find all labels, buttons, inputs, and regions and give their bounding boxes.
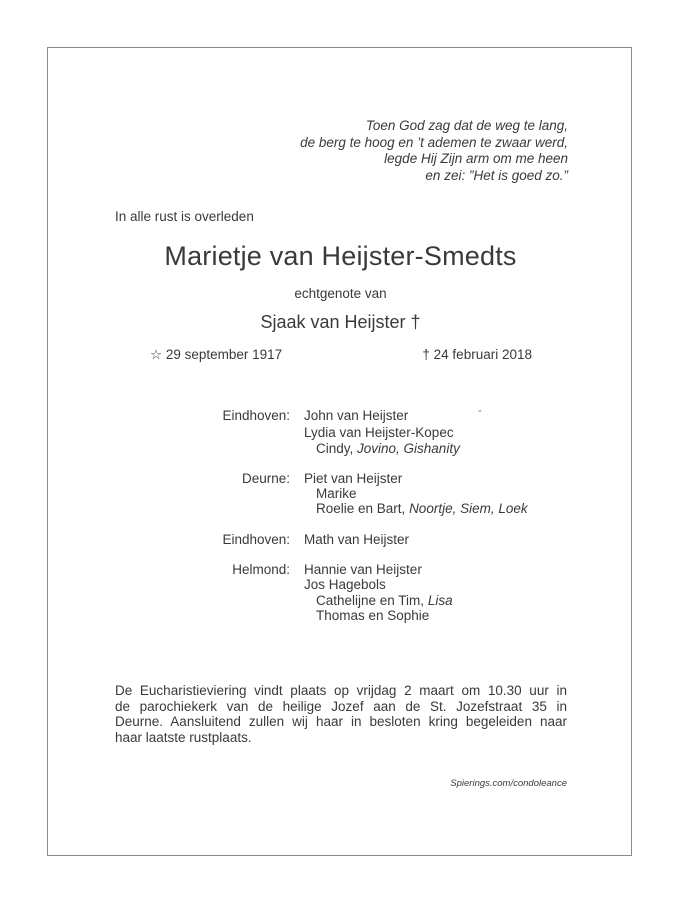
poem-line: Toen God zag dat de weg te lang, — [365, 118, 568, 133]
family-member: Thomas en Sophie — [316, 607, 430, 623]
caron-mark: ˇ — [478, 409, 482, 419]
family-member: Lydia van Heijster-Kopec — [304, 425, 454, 441]
family-member: Jos Hagebols — [304, 577, 386, 593]
family-member-text: Cathelijne en Tim, — [316, 592, 428, 608]
family-members — [304, 532, 409, 547]
family-member: Hannie van Heijster — [304, 562, 422, 578]
poem — [300, 118, 568, 184]
family-group — [0, 562, 681, 623]
family-group — [0, 471, 681, 517]
family-member: Marike — [316, 486, 357, 502]
spouse-label: echtgenote van — [294, 286, 387, 301]
family-place: Eindhoven: — [222, 408, 290, 423]
spouse-name: Sjaak van Heijster † — [260, 312, 421, 332]
family-list — [0, 408, 681, 638]
family-member: Math van Heijster — [304, 531, 410, 547]
service-text — [115, 683, 567, 745]
family-place: Helmond: — [232, 562, 290, 578]
poem-line: en zei: ”Het is goed zo.” — [425, 167, 568, 183]
service-line: haar laatste rustplaats. — [115, 729, 252, 745]
grandchildren: Lisa — [427, 592, 453, 608]
death-date: † 24 februari 2018 — [422, 347, 532, 362]
condolence-url: Spierings.com/condoleance — [450, 778, 567, 789]
family-member-text: Roelie en Bart, — [316, 501, 410, 517]
deceased-name: Marietje van Heijster-Smedts — [164, 241, 517, 271]
grandchildren: Noortje, Siem, Loek — [409, 501, 528, 517]
service-line: de parochiekerk van de heilige Jozef aan de St. Jozefstraat 35 in — [115, 698, 567, 714]
family-member — [304, 441, 481, 456]
family-member — [304, 501, 528, 516]
birth-date: ☆ 29 september 1917 — [150, 347, 283, 362]
family-group — [0, 532, 681, 547]
intro-text: In alle rust is overleden — [115, 209, 254, 224]
family-member: John van Heijster — [304, 408, 409, 423]
family-member-text: Cindy, — [316, 440, 358, 456]
family-place: Eindhoven: — [222, 531, 290, 547]
service-line: De Eucharistieviering vindt plaats op vrijdag 2 maart om 10.30 uur in — [115, 683, 567, 698]
family-group — [0, 408, 681, 456]
service-line: Deurne. Aansluitend zullen wij haar in besloten kring begeleiden naar — [115, 714, 567, 729]
family-members — [304, 471, 528, 517]
family-place: Deurne: — [241, 470, 290, 486]
poem-line: legde Hij Zijn arm om me heen — [384, 151, 568, 166]
family-member: Piet van Heijster — [304, 470, 403, 486]
family-members — [304, 562, 453, 623]
family-member — [304, 593, 453, 608]
grandchildren: Jovino, Gishanity — [357, 440, 460, 456]
poem-line: de berg te hoog en ’t ademen te zwaar werd, — [300, 134, 568, 150]
family-members — [304, 408, 481, 456]
